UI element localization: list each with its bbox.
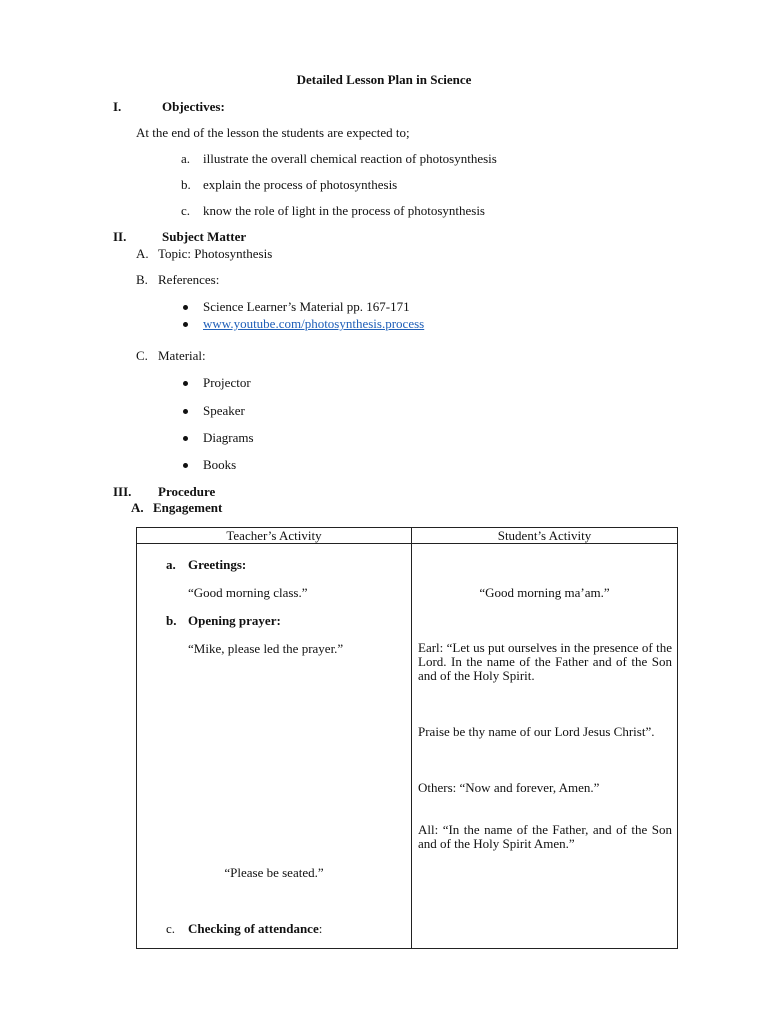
activity-table — [136, 527, 678, 949]
topic-line: Topic: Photosynthesis — [158, 246, 273, 261]
objective-item: illustrate the overall chemical reaction of photosynthesis — [203, 151, 497, 166]
column-header-student: Student’s Activity — [497, 528, 592, 543]
list-letter: B. — [136, 272, 148, 287]
student-paragraph: All: “In the name of the Father, and of the Son and of the Holy Spirit Amen.” — [418, 822, 672, 851]
bullet-icon — [183, 409, 188, 414]
material-item: Books — [203, 457, 237, 472]
page-title: Detailed Lesson Plan in Science — [296, 72, 472, 87]
student-paragraph: Others: “Now and forever, Amen.” — [418, 780, 600, 795]
section-heading-objectives: Objectives: — [162, 99, 225, 114]
material-item: Speaker — [203, 403, 245, 418]
objective-item: explain the process of photosynthesis — [203, 177, 398, 192]
bullet-icon — [183, 436, 188, 441]
references-label: References: — [158, 272, 220, 287]
list-letter: a. — [166, 557, 176, 572]
header-divider — [137, 543, 677, 544]
section-heading-subject-matter: Subject Matter — [162, 229, 247, 244]
section-numeral: III. — [113, 484, 132, 499]
greetings-label: Greetings: — [188, 557, 247, 572]
material-item: Diagrams — [203, 430, 254, 445]
list-letter: a. — [181, 151, 191, 166]
section-numeral: II. — [113, 229, 127, 244]
list-letter: C. — [136, 348, 148, 363]
material-label: Material: — [158, 348, 206, 363]
list-letter: c. — [181, 203, 191, 218]
column-header-teacher: Teacher’s Activity — [226, 528, 322, 543]
section-numeral: I. — [113, 99, 122, 114]
objective-item: know the role of light in the process of photosynthesis — [203, 203, 485, 218]
reference-link[interactable]: www.youtube.com/photosynthesis.process — [203, 316, 425, 331]
teacher-line: “Mike, please led the prayer.” — [188, 641, 344, 656]
section-heading-procedure: Procedure — [158, 484, 216, 499]
material-item: Projector — [203, 375, 251, 390]
bullet-icon — [183, 305, 188, 310]
attendance-line — [188, 921, 322, 937]
list-letter: A. — [136, 246, 149, 261]
reference-item: Science Learner’s Material pp. 167-171 — [203, 299, 410, 314]
student-paragraph: Earl: “Let us put ourselves in the presence of the Lord. In the name of the Father and of the Son and of the Holy Spirit. — [418, 640, 672, 683]
bullet-icon — [183, 381, 188, 386]
list-letter: A. — [131, 500, 144, 515]
student-paragraph: Praise be thy name of our Lord Jesus Christ”. — [418, 724, 655, 739]
opening-prayer-label: Opening prayer: — [188, 613, 281, 628]
list-letter: b. — [181, 177, 191, 192]
list-letter: b. — [166, 613, 177, 628]
objectives-intro: At the end of the lesson the students are expected to; — [136, 125, 410, 140]
attendance-label: Checking of attendance — [188, 921, 319, 936]
list-letter: c. — [166, 921, 176, 936]
teacher-line: “Good morning class.” — [188, 585, 308, 600]
bullet-icon — [183, 322, 188, 327]
teacher-line: “Please be seated.” — [224, 865, 324, 880]
student-line: “Good morning ma’am.” — [479, 585, 610, 600]
bullet-icon — [183, 463, 188, 468]
subsection-heading-engagement: Engagement — [153, 500, 223, 515]
attendance-colon: : — [318, 921, 323, 936]
